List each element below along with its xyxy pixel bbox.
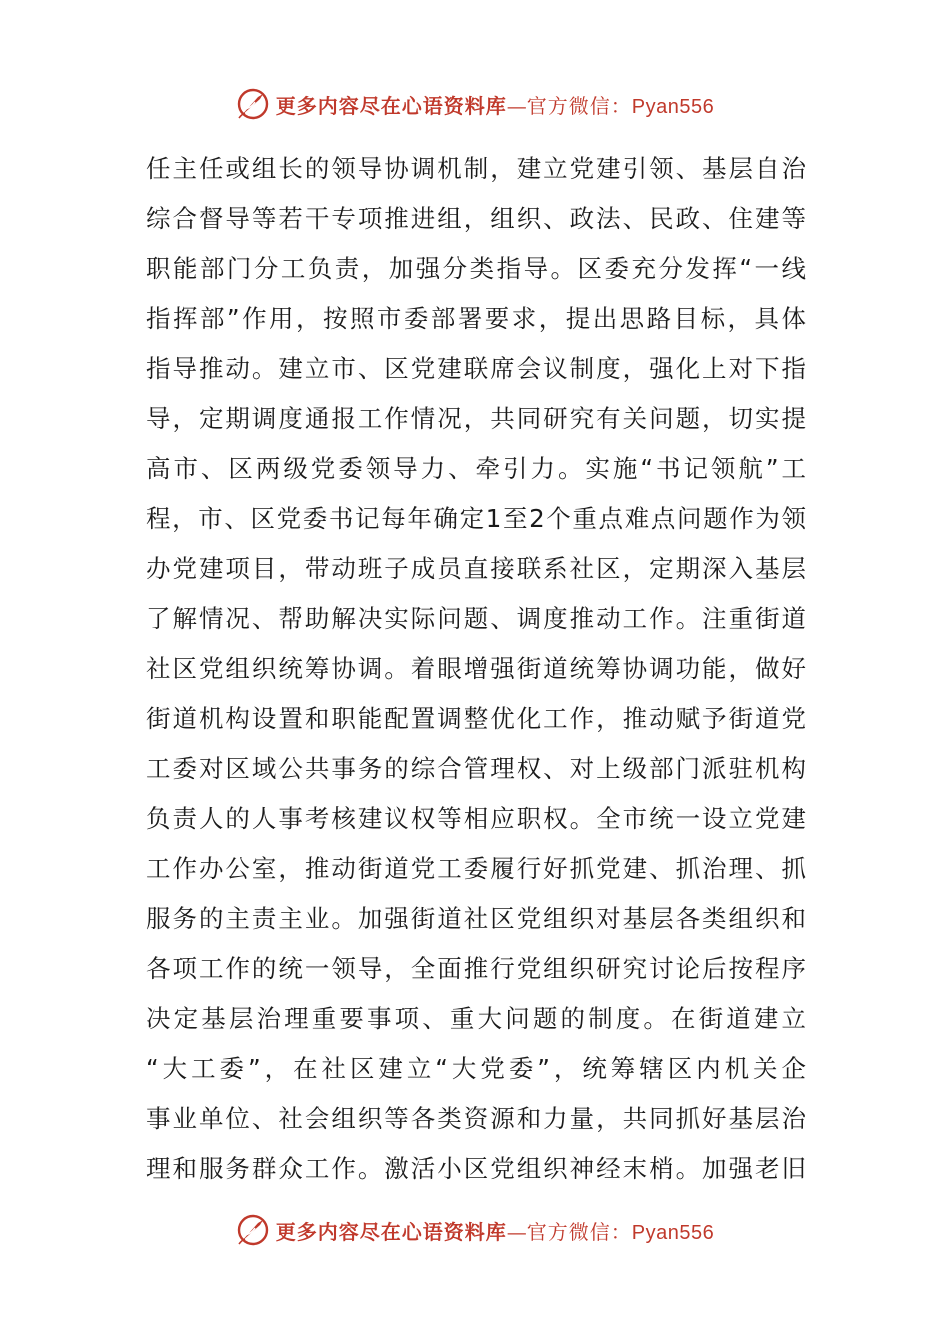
body-line: 决定基层治理重要事项、重大问题的制度。在街道建立 <box>146 1004 806 1033</box>
body-line: 导，定期调度通报工作情况，共同研究有关问题，切实提 <box>146 404 806 433</box>
header-banner-main: 更多内容尽在心语资料库 <box>275 93 507 118</box>
body-line: 指挥部”作用，按照市委部署要求，提出思路目标，具体 <box>146 304 806 333</box>
body-line: 综合督导等若干专项推进组，组织、政法、民政、住建等 <box>146 204 806 233</box>
header-banner-dash: — <box>506 93 527 118</box>
body-line: 了解情况、帮助解决实际问题、调度推动工作。注重街道 <box>146 604 806 633</box>
body-line: 理和服务群众工作。激活小区党组织神经末梢。加强老旧 <box>146 1154 806 1183</box>
body-line: 程，市、区党委书记每年确定1至2个重点难点问题作为领 <box>146 504 806 533</box>
footer-banner-text <box>276 1216 714 1245</box>
footer-banner-main: 更多内容尽在心语资料库 <box>275 1219 507 1244</box>
body-line: 任主任或组长的领导协调机制，建立党建引领、基层自治 <box>146 154 806 183</box>
header-banner-wechat-id: Pyan556 <box>631 95 715 118</box>
body-line: 街道机构设置和职能配置调整优化工作，推动赋予街道党 <box>146 704 806 733</box>
body-line: 服务的主责主业。加强街道社区党组织对基层各类组织和 <box>146 904 806 933</box>
body-line: 高市、区两级党委领导力、牵引力。实施“书记领航”工 <box>146 454 806 483</box>
pen-nib-logo-icon <box>236 87 270 121</box>
footer-banner-dash: — <box>506 1219 527 1244</box>
body-text <box>146 144 806 1194</box>
footer-banner-wechat-id: Pyan556 <box>631 1221 715 1244</box>
body-line: “大工委”，在社区建立“大党委”，统筹辖区内机关企 <box>146 1054 806 1083</box>
pen-nib-logo-icon <box>236 1213 270 1247</box>
header-banner <box>0 84 950 124</box>
body-line: 事业单位、社会组织等各类资源和力量，共同抓好基层治 <box>146 1104 806 1133</box>
footer-banner <box>0 1210 950 1250</box>
body-line: 工作办公室，推动街道党工委履行好抓党建、抓治理、抓 <box>146 854 806 883</box>
footer-banner-label: 官方微信： <box>526 1219 632 1244</box>
body-line: 负责人的人事考核建议权等相应职权。全市统一设立党建 <box>146 804 806 833</box>
body-line: 社区党组织统筹协调。着眼增强街道统筹协调功能，做好 <box>146 654 806 683</box>
header-banner-text <box>276 90 714 119</box>
header-banner-label: 官方微信： <box>526 93 632 118</box>
body-line: 职能部门分工负责，加强分类指导。区委充分发挥“一线 <box>146 254 806 283</box>
body-line: 工委对区域公共事务的综合管理权、对上级部门派驻机构 <box>146 754 806 783</box>
body-line: 指导推动。建立市、区党建联席会议制度，强化上对下指 <box>146 354 806 383</box>
body-line: 各项工作的统一领导，全面推行党组织研究讨论后按程序 <box>146 954 806 983</box>
body-line: 办党建项目，带动班子成员直接联系社区，定期深入基层 <box>146 554 806 583</box>
